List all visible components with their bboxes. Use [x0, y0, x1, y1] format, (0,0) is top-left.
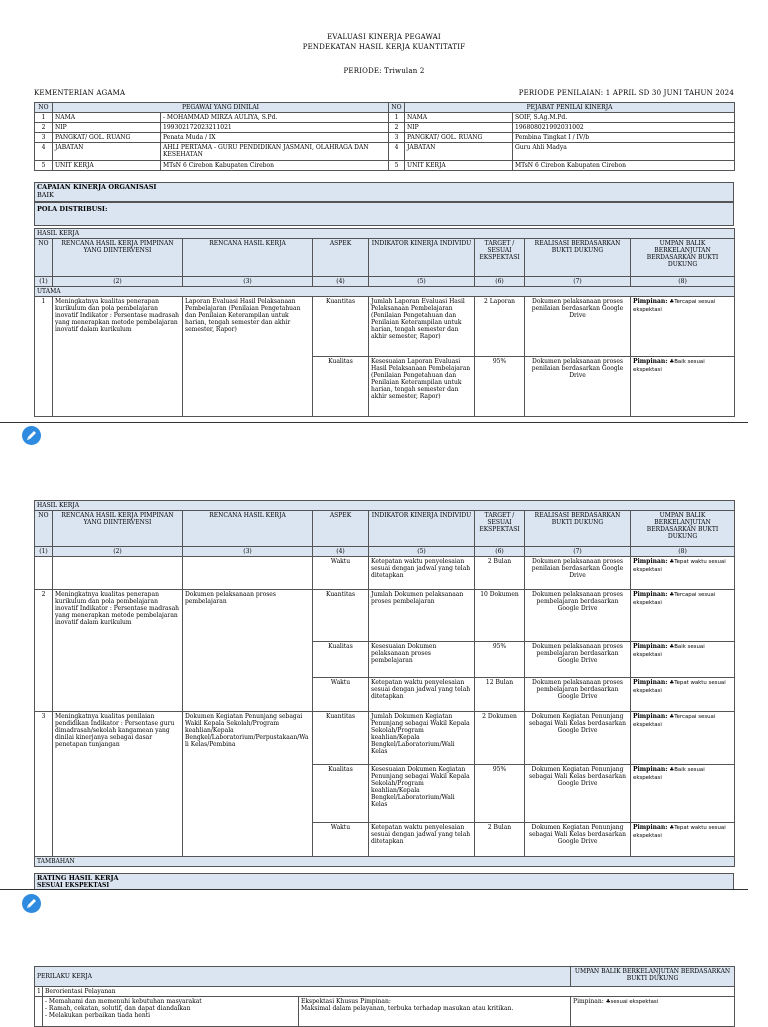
column-numbers: [35, 547, 735, 557]
target: 2 Dokumen: [475, 712, 525, 765]
col-number: (7): [525, 547, 631, 557]
aspek: Kualitas: [313, 642, 369, 678]
ekspektasi-value: Maksimal dalam pelayanan, terbuka terhadap masukan atau kritikan.: [301, 1005, 514, 1012]
col-header: RENCANA HASIL KERJA: [183, 239, 313, 277]
ekspektasi-label: Ekspektasi Khusus Pimpinan:: [301, 998, 391, 1005]
aspek: Kualitas: [313, 357, 369, 417]
doc-title: EVALUASI KINERJA PEGAWAI: [327, 33, 441, 41]
page-divider: [0, 422, 748, 423]
aspek: Kuantitas: [313, 297, 369, 357]
instansi: KEMENTERIAN AGAMA: [34, 89, 126, 97]
rhk-pimpinan: Meningkatnya kualitas penerapan kurikulum dan pola pembelajaran inovatif Indikator : Persentase madrasah yang menerapkan metode pembelajaran inovatif dalam kurikulum: [53, 590, 183, 712]
target: 2 Laporan: [475, 297, 525, 357]
col-number: (3): [183, 547, 313, 557]
item-no: 1: [35, 987, 43, 997]
indikator: Jumlah Dokumen Kegiatan Penunjang sebagai Wakil Kepala Sekolah/Program keahlian/Kepala Bengkel/Laboratorium/Wali Kelas: [369, 712, 475, 765]
row-label: PANGKAT/ GOL. RUANG: [53, 133, 161, 143]
umpan-balik: Pimpinan: ♣Tercapai sesuai ekspektasi: [631, 590, 735, 642]
item-no: 1: [35, 297, 53, 417]
item-no: 2: [35, 590, 53, 712]
aspek: Kuantitas: [313, 590, 369, 642]
identity-row: [35, 161, 735, 171]
umpan-balik: Pimpinan: ♣Baik sesuai ekspektasi: [631, 765, 735, 823]
aspek: Waktu: [313, 678, 369, 712]
col-number: (4): [313, 277, 369, 287]
identity-row: [35, 133, 735, 143]
pegawai-value: - MOHAMMAD MIRZA AULIYA, S.Pd.: [161, 113, 389, 123]
realisasi: Dokumen pelaksanaan proses pembelajaran berdasarkan Google Drive: [525, 678, 631, 712]
row-label: UNIT KERJA: [405, 161, 513, 171]
col-header: NO: [35, 511, 53, 547]
target: 2 Bulan: [475, 557, 525, 590]
col-header: RENCANA HASIL KERJA: [183, 511, 313, 547]
row-label: NIP: [405, 123, 513, 133]
col-header: ASPEK: [313, 511, 369, 547]
row-label: UNIT KERJA: [53, 161, 161, 171]
pegawai-value: 199302172023211021: [161, 123, 389, 133]
rhk: Laporan Evaluasi Hasil Pelaksanaan Pembelajaran (Penilaian Pengetahuan dan Penilaian Keterampilan untuk harian, tengah semester dan akhir semester, Rapor): [183, 297, 313, 417]
identity-row: [35, 143, 735, 161]
col-header: RENCANA HASIL KERJA PIMPINAN YANG DIINTERVENSI: [53, 511, 183, 547]
realisasi: Dokumen pelaksanaan proses penilaian berdasarkan Google Drive: [525, 357, 631, 417]
umpan-balik: Pimpinan: ♣Baik sesuai ekspektasi: [631, 642, 735, 678]
doc-subtitle: PENDEKATAN HASIL KERJA KUANTITATIF: [302, 43, 466, 51]
umpan-balik: Pimpinan: ♣Tepat waktu sesuai ekspektasi: [631, 678, 735, 712]
no-header: NO: [35, 103, 53, 113]
col-header: UMPAN BALIK BERKELANJUTAN BERDASARKAN BUKTI DUKUNG: [631, 239, 735, 277]
row-label: NAMA: [53, 113, 161, 123]
section-label: HASIL KERJA: [35, 501, 735, 511]
col-number: (4): [313, 547, 369, 557]
rhk: Dokumen pelaksanaan proses pembelajaran: [183, 590, 313, 712]
row-no: 5: [35, 161, 53, 171]
capaian-label: CAPAIAN KINERJA ORGANISASI: [37, 183, 157, 191]
row-label: NIP: [53, 123, 161, 133]
row-no: 2: [389, 123, 405, 133]
indikator: Kesesuaian Laporan Evaluasi Hasil Pelaksanaan Pembelajaran (Penilaian Pengetahuan dan Penilaian Keterampilan untuk harian, tengah semester dan akhir semester, Rapor): [369, 357, 475, 417]
aspek: Waktu: [313, 823, 369, 857]
tambahan-label: TAMBAHAN: [35, 857, 735, 867]
row-no: 2: [35, 123, 53, 133]
table-row: [35, 557, 735, 590]
indikator: Ketepatan waktu penyelesaian sesuai dengan jadwal yang telah ditetapkan: [369, 678, 475, 712]
indikator: Kesesuaian Dokumen pelaksanaan proses pembelajaran: [369, 642, 475, 678]
section-label: HASIL KERJA: [35, 229, 735, 239]
pejabat-value: Pembina Tingkat I / IV/b: [513, 133, 735, 143]
rating-section: [34, 873, 734, 890]
indikator: Kesesuaian Dokumen Kegiatan Penunjang sebagai Wakil Kepala Sekolah/Program keahlian/Kepala Bengkel/Laboratorium/Wali Kelas: [369, 765, 475, 823]
column-headers: [35, 239, 735, 277]
perilaku-umpan-header: UMPAN BALIK BERKELANJUTAN BERDASARKAN BUKTI DUKUNG: [571, 967, 735, 987]
col-number: (1): [35, 547, 53, 557]
aspek: Kuantitas: [313, 712, 369, 765]
perilaku-table: [34, 966, 735, 1027]
pegawai-value: MTsN 6 Cirebon Kabupaten Cirebon: [161, 161, 389, 171]
column-numbers: [35, 277, 735, 287]
umpan-balik: Pimpinan: ♣Tercapai sesuai ekspektasi: [631, 712, 735, 765]
row-no: 1: [389, 113, 405, 123]
periode-penilaian: PERIODE PENILAIAN: 1 APRIL SD 30 JUNI TAHUN 2024: [518, 89, 734, 97]
capaian-value: BAIK: [37, 191, 54, 199]
col-header: TARGET / SESUAI EKSPEKTASI: [475, 511, 525, 547]
doc-periode: PERIODE: Triwulan 2: [343, 67, 425, 75]
realisasi: Dokumen pelaksanaan proses penilaian berdasarkan Google Drive: [525, 557, 631, 590]
col-header: ASPEK: [313, 239, 369, 277]
table-row: [35, 297, 735, 357]
pejabat-value: 196808021992031002: [513, 123, 735, 133]
bullet-item: - Memahami dan memenuhi kebutuhan masyarakat: [45, 998, 202, 1005]
no-header: NO: [389, 103, 405, 113]
target: 95%: [475, 357, 525, 417]
umpan-balik: Pimpinan: ♣Tercapai sesuai ekspektasi: [631, 297, 735, 357]
pejabat-value: Guru Ahli Madya: [513, 143, 735, 161]
col-number: (3): [183, 277, 313, 287]
indikator: Ketepatan waktu penyelesaian sesuai dengan jadwal yang telah ditetapkan: [369, 557, 475, 590]
realisasi: Dokumen pelaksanaan proses pembelajaran berdasarkan Google Drive: [525, 590, 631, 642]
umpan-balik: Pimpinan: ♣Tepat waktu sesuai ekspektasi: [631, 823, 735, 857]
rating-label: RATING HASIL KERJA: [37, 874, 119, 882]
pola-label: POLA DISTRIBUSI:: [37, 205, 108, 213]
col-number: (8): [631, 277, 735, 287]
capaian-section: [34, 182, 734, 202]
row-no: 3: [35, 133, 53, 143]
row-no: 1: [35, 113, 53, 123]
realisasi: Dokumen Kegiatan Penunjang sebagai Wali Kelas berdasarkan Google Drive: [525, 823, 631, 857]
row-label: JABATAN: [405, 143, 513, 161]
indikator: Ketepatan waktu penyelesaian sesuai dengan jadwal yang telah ditetapkan: [369, 823, 475, 857]
rhk: Dokumen Kegiatan Penunjang sebagai Wakil Kepala Sekolah/Program keahlian/Kepala Bengkel/Laboratorium/Perpustakaan/Wali Kelas/Pembina: [183, 712, 313, 857]
realisasi: Dokumen pelaksanaan proses penilaian berdasarkan Google Drive: [525, 297, 631, 357]
row-label: PANGKAT/ GOL. RUANG: [405, 133, 513, 143]
col-number: (5): [369, 547, 475, 557]
perilaku-bullets: [43, 997, 299, 1027]
aspek: Kualitas: [313, 765, 369, 823]
rating-value: SESUAI EKSPEKTASI: [37, 882, 110, 889]
indikator: Jumlah Laporan Evaluasi Hasil Pelaksanaan Pembelajaran (Penilaian Pengetahuan dan Penilaian Keterampilan untuk harian, tengah semester dan akhir semester, Rapor): [369, 297, 475, 357]
realisasi: Dokumen Kegiatan Penunjang sebagai Wali Kelas berdasarkan Google Drive: [525, 712, 631, 765]
target: 95%: [475, 765, 525, 823]
realisasi: Dokumen Kegiatan Penunjang sebagai Wali Kelas berdasarkan Google Drive: [525, 765, 631, 823]
umpan-balik: Pimpinan: ♣Baik sesuai ekspektasi: [631, 357, 735, 417]
pejabat-value: MTsN 6 Cirebon Kabupaten Cirebon: [513, 161, 735, 171]
col-number: (2): [53, 277, 183, 287]
col-header: REALISASI BERDASARKAN BUKTI DUKUNG: [525, 511, 631, 547]
pegawai-value: AHLI PERTAMA - GURU PENDIDIKAN JASMANI, OLAHRAGA DAN KESEHATAN: [161, 143, 389, 161]
pegawai-value: Penata Muda / IX: [161, 133, 389, 143]
identity-row: [35, 113, 735, 123]
pola-section: [34, 202, 734, 226]
col-header: INDIKATOR KINERJA INDIVIDU: [369, 239, 475, 277]
realisasi: Dokumen pelaksanaan proses pembelajaran berdasarkan Google Drive: [525, 642, 631, 678]
row-no: 4: [389, 143, 405, 161]
col-number: (6): [475, 547, 525, 557]
rhk-pimpinan: Meningkatnya kualitas penilaian pendidikan Indikator : Persentase guru dimadrasah/sekolah kangamean yang dinilai kinerjanya sebagai dasar penetapan tunjangan: [53, 712, 183, 857]
col-number: (1): [35, 277, 53, 287]
col-number: (5): [369, 277, 475, 287]
bullet-item: - Ramah, cekatan, solutif, dan dapat diandalkan: [45, 1005, 191, 1012]
col-header: RENCANA HASIL KERJA PIMPINAN YANG DIINTERVENSI: [53, 239, 183, 277]
row-no: 5: [389, 161, 405, 171]
col-number: (8): [631, 547, 735, 557]
rhk-pimpinan: Meningkatnya kualitas penerapan kurikulum dan pola pembelajaran inovatif Indikator : Persentase madrasah yang menerapkan metode pembelajaran inovatif dalam kurikulum: [53, 297, 183, 417]
col-header: NO: [35, 239, 53, 277]
row-label: JABATAN: [53, 143, 161, 161]
hasil-kerja-table: [34, 228, 735, 417]
perilaku-item-title: Berorientasi Pelayanan: [43, 987, 735, 997]
target: 10 Dokumen: [475, 590, 525, 642]
page-divider: [0, 889, 748, 890]
identity-row: [35, 123, 735, 133]
target: 2 Bulan: [475, 823, 525, 857]
item-no: 3: [35, 712, 53, 857]
col-number: (2): [53, 547, 183, 557]
utama-label: UTAMA: [35, 287, 735, 297]
umpan-balik: Pimpinan: ♣Tepat waktu sesuai ekspektasi: [631, 557, 735, 590]
col-header: INDIKATOR KINERJA INDIVIDU: [369, 511, 475, 547]
col-header: TARGET / SESUAI EKSPEKTASI: [475, 239, 525, 277]
indikator: Jumlah Dokumen pelaksanaan proses pembelajaran: [369, 590, 475, 642]
table-row: [35, 712, 735, 765]
row-label: NAMA: [405, 113, 513, 123]
bullet-item: - Melakukan perbaikan tiada henti: [45, 1012, 151, 1019]
col-header: UMPAN BALIK BERKELANJUTAN BERDASARKAN BUKTI DUKUNG: [631, 511, 735, 547]
pegawai-header: PEGAWAI YANG DINILAI: [53, 103, 389, 113]
hasil-kerja-table-continued: [34, 500, 735, 867]
row-no: 3: [389, 133, 405, 143]
aspek: Waktu: [313, 557, 369, 590]
pen-icon[interactable]: [22, 426, 41, 445]
identity-table: [34, 102, 735, 171]
pen-icon[interactable]: [22, 894, 41, 913]
col-number: (7): [525, 277, 631, 287]
col-number: (6): [475, 277, 525, 287]
table-row: [35, 590, 735, 642]
perilaku-header: PERILAKU KERJA: [35, 967, 571, 987]
column-headers: [35, 511, 735, 547]
pejabat-header: PEJABAT PENILAI KINERJA: [405, 103, 735, 113]
ekspektasi-khusus: [299, 997, 571, 1027]
target: 12 Bulan: [475, 678, 525, 712]
row-no: 4: [35, 143, 53, 161]
pejabat-value: SOIF, S.Ag.M.Pd.: [513, 113, 735, 123]
perilaku-umpan-balik: Pimpinan: ♣sesuai ekspektasi: [571, 997, 735, 1027]
target: 95%: [475, 642, 525, 678]
col-header: REALISASI BERDASARKAN BUKTI DUKUNG: [525, 239, 631, 277]
